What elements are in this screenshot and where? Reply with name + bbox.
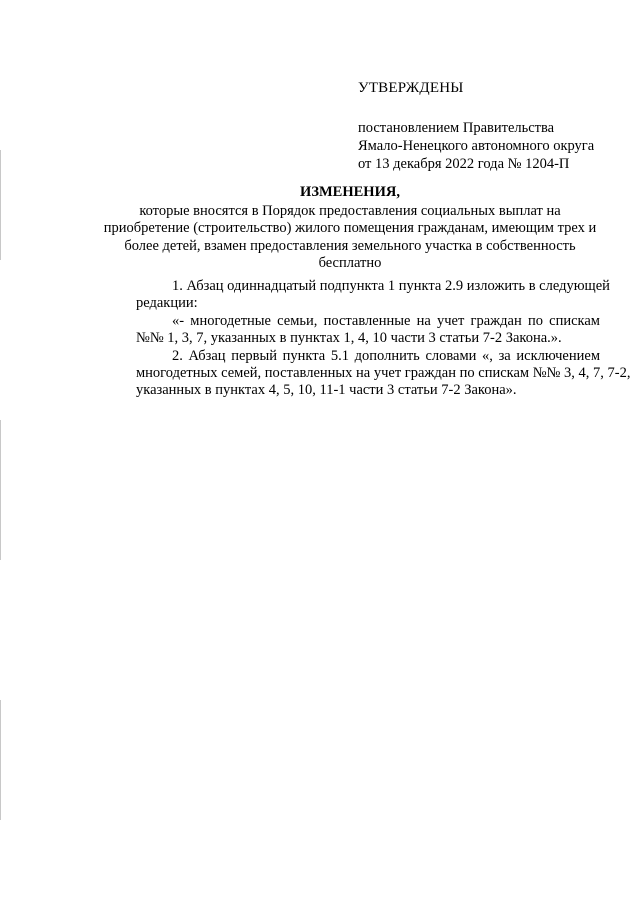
- page-edge-mark: [0, 150, 1, 260]
- paragraph-line: указанных в пунктах 4, 5, 10, 11-1 части 3 статьи 7-2 Закона».: [136, 382, 517, 399]
- paragraph-line: редакции:: [136, 295, 198, 312]
- paragraph-line: 2. Абзац первый пункта 5.1 дополнить словами «, за исключением: [172, 347, 600, 364]
- paragraph-3: [100, 347, 631, 400]
- approval-line: постановлением Правительства: [358, 120, 555, 136]
- document-subtitle-line: которые вносятся в Порядок предоставления социальных выплат на: [139, 202, 561, 219]
- approval-block: [358, 79, 618, 173]
- paragraph-line: 1. Абзац одиннадцатый подпункта 1 пункта 2.9 изложить в следующей: [172, 278, 610, 294]
- document-subtitle-line: бесплатно: [318, 255, 382, 271]
- paragraph-line: №№ 1, 3, 7, указанных в пунктах 1, 4, 10 части 3 статьи 7-2 Закона.».: [136, 330, 562, 347]
- paragraph-line: многодетных семей, поставленных на учет граждан по спискам №№ 3, 4, 7, 7-2,: [136, 365, 631, 382]
- paragraph-line: «- многодетные семьи, поставленные на учет граждан по спискам: [172, 312, 600, 329]
- approval-line: Ямало-Ненецкого автономного округа: [358, 138, 595, 154]
- document-subtitle-line: более детей, взамен предоставления земельного участка в собственность: [124, 237, 576, 254]
- page-edge-mark: [0, 420, 1, 560]
- document-body: [100, 278, 631, 400]
- paragraph-2: [100, 313, 600, 348]
- page-edge-mark: [0, 700, 1, 820]
- document-title-block: [100, 184, 600, 273]
- paragraph-1: [100, 278, 610, 313]
- approval-heading: УТВЕРЖДЕНЫ: [358, 80, 464, 96]
- document-title: ИЗМЕНЕНИЯ,: [300, 184, 400, 200]
- approval-line: от 13 декабря 2022 года № 1204-П: [358, 156, 570, 172]
- document-subtitle-line: приобретение (строительство) жилого помещения гражданам, имеющим трех и: [103, 220, 597, 236]
